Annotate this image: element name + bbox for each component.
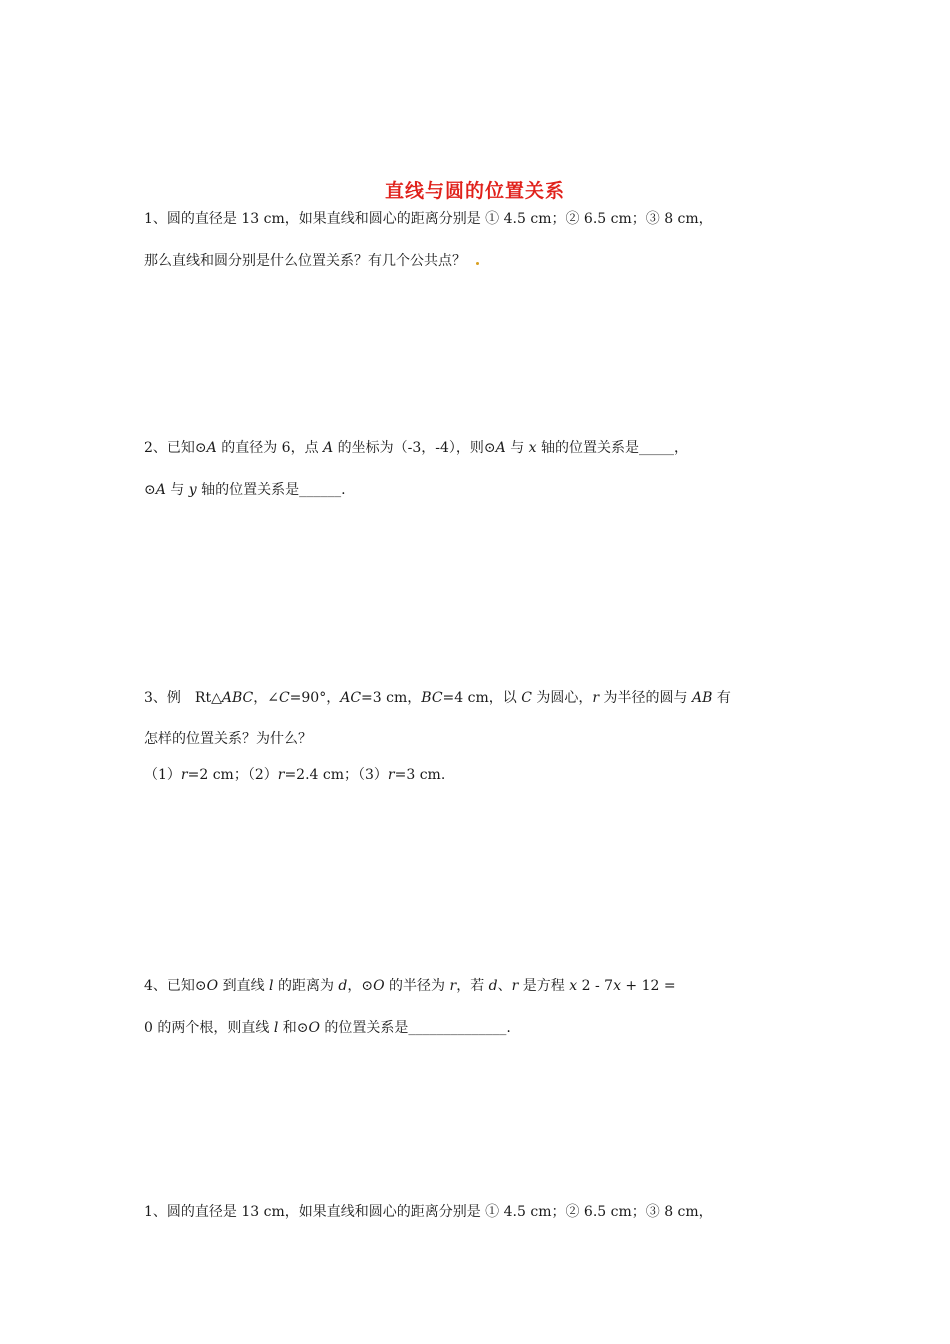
q2-var: A bbox=[495, 440, 506, 456]
q2-text: ⊙ bbox=[144, 482, 156, 498]
q4-text: ，⊙ bbox=[347, 978, 374, 994]
q3-text: =90°， bbox=[289, 690, 341, 706]
q3-text: =3 cm. bbox=[394, 767, 446, 783]
q3-var: r bbox=[277, 767, 285, 783]
q4-var: x bbox=[569, 978, 578, 994]
q3-var: r bbox=[592, 690, 600, 706]
q4-text: 的位置关系是______________. bbox=[319, 1020, 511, 1036]
q2-text: 与 bbox=[505, 440, 529, 456]
q2-var: A bbox=[323, 440, 334, 456]
q3-text: 为半径的圆与 bbox=[599, 690, 692, 706]
q2-text: 与 bbox=[165, 482, 189, 498]
q1-line-1: 1、圆的直径是 13 cm，如果直线和圆心的距离分别是 ① 4.5 cm；② 6.5 cm；③ 8 cm， bbox=[144, 211, 713, 227]
q4-text: + 12 = bbox=[620, 978, 676, 994]
q4-text: 和⊙ bbox=[278, 1020, 309, 1036]
q2-var: A bbox=[206, 440, 217, 456]
q2-text: 的坐标为（-3，-4），则⊙ bbox=[333, 440, 496, 456]
q3-var: r bbox=[180, 767, 188, 783]
q4-text: 2 - 7 bbox=[577, 978, 614, 994]
q3-line-1 bbox=[144, 687, 731, 707]
q1-line-2-text: 那么直线和圆分别是什么位置关系？有几个公共点？ bbox=[144, 253, 466, 269]
q4-text: ，若 bbox=[456, 978, 489, 994]
q4-var: x bbox=[613, 978, 621, 994]
q3-text: =2 cm；（2） bbox=[187, 767, 278, 783]
q4-var: d bbox=[488, 978, 498, 994]
q2-line-2 bbox=[144, 479, 346, 499]
q4-text: 0 的两个根，则直线 bbox=[144, 1020, 274, 1036]
q4-text: 4、已知⊙ bbox=[144, 978, 207, 994]
q3-var: C bbox=[521, 690, 532, 706]
q3-text: 3、例 Rt△ bbox=[144, 690, 222, 706]
q2-var: x bbox=[528, 440, 537, 456]
q3-var: r bbox=[387, 767, 395, 783]
q3-text: =3 cm， bbox=[361, 690, 422, 706]
q3-text: （1） bbox=[144, 767, 181, 783]
q3-text: =2.4 cm；（3） bbox=[284, 767, 388, 783]
q4-var: r bbox=[449, 978, 457, 994]
q4-var: r bbox=[511, 978, 519, 994]
q4-var: d bbox=[338, 978, 348, 994]
q3-text: 为圆心， bbox=[531, 690, 593, 706]
q4-var: O bbox=[206, 978, 219, 994]
q3-var: BC bbox=[421, 690, 443, 706]
q3-var: AC bbox=[340, 690, 362, 706]
q3-line-2: 怎样的位置关系？为什么？ bbox=[144, 731, 312, 747]
q3-var: ABC bbox=[221, 690, 254, 706]
q1-line-2 bbox=[144, 250, 479, 270]
q3-text: ，∠ bbox=[253, 690, 279, 706]
stray-dot bbox=[476, 262, 479, 265]
q4-text: 的半径为 bbox=[384, 978, 450, 994]
q3-var: AB bbox=[691, 690, 713, 706]
q3-var: C bbox=[278, 690, 290, 706]
q4-text: 是方程 bbox=[518, 978, 570, 994]
q4-text: 、 bbox=[497, 978, 512, 994]
q2-text: 的直径为 6，点 bbox=[216, 440, 324, 456]
q4-line-1 bbox=[144, 975, 676, 995]
q2-var: A bbox=[155, 482, 166, 498]
q1-repeat-line-1: 1、圆的直径是 13 cm，如果直线和圆心的距离分别是 ① 4.5 cm；② 6.5 cm；③ 8 cm， bbox=[144, 1204, 713, 1220]
q4-text: 到直线 bbox=[218, 978, 270, 994]
q4-text: 的距离为 bbox=[273, 978, 339, 994]
q3-line-3 bbox=[144, 764, 445, 784]
q2-var: y bbox=[188, 482, 197, 498]
q2-line-1 bbox=[144, 437, 688, 457]
q4-var: l bbox=[273, 1020, 279, 1036]
page-title: 直线与圆的位置关系 bbox=[384, 180, 565, 202]
q2-text: 2、已知⊙ bbox=[144, 440, 207, 456]
q3-text: =4 cm，以 bbox=[442, 690, 522, 706]
q4-var: O bbox=[373, 978, 385, 994]
q2-text: 轴的位置关系是______. bbox=[196, 482, 346, 498]
q4-var: l bbox=[269, 978, 274, 994]
q2-text: 轴的位置关系是_____， bbox=[536, 440, 689, 456]
q4-var: O bbox=[308, 1020, 320, 1036]
q3-text: 有 bbox=[712, 690, 731, 706]
q4-line-2 bbox=[144, 1017, 511, 1037]
